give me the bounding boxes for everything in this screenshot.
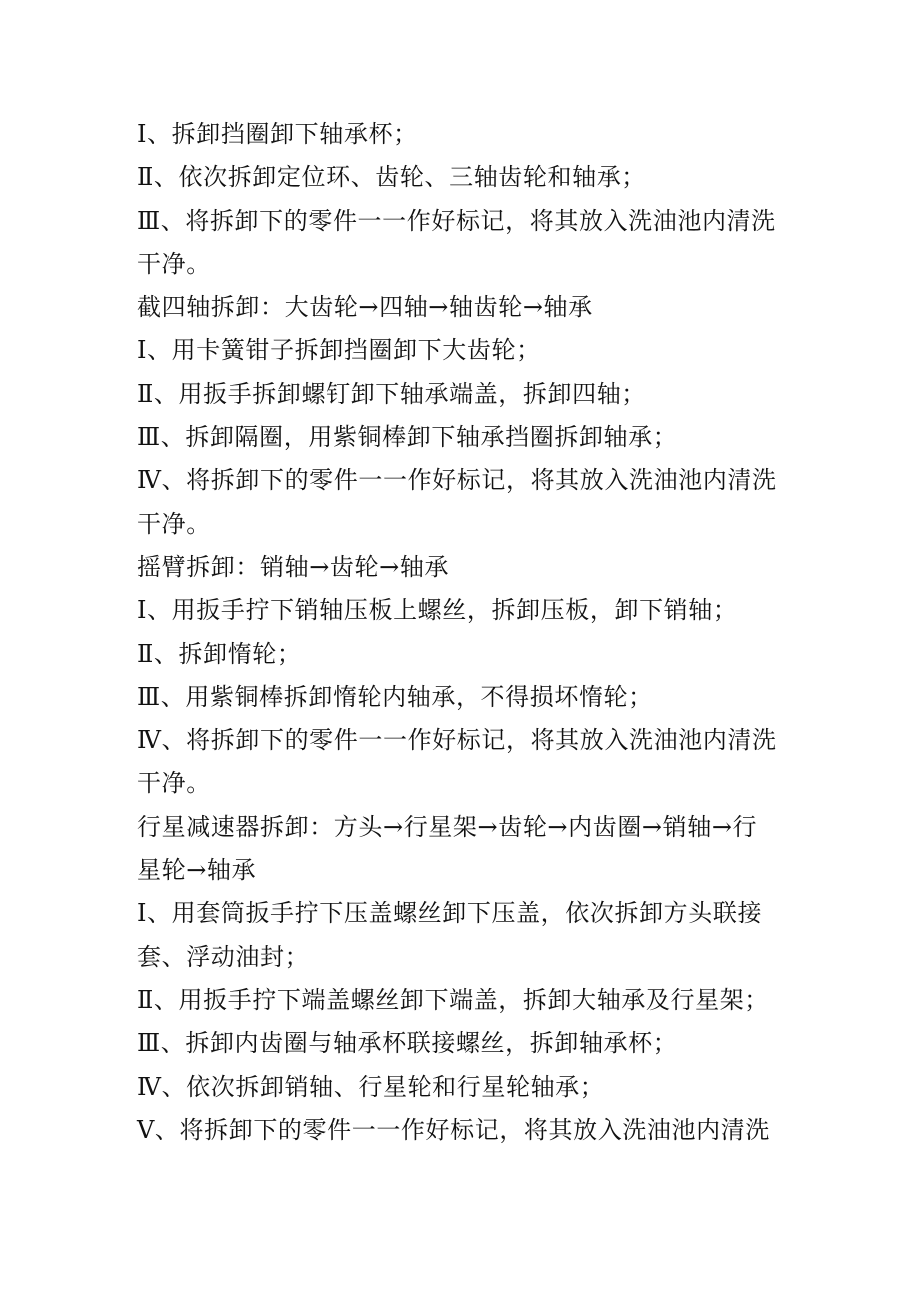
- text-line: Ⅰ、拆卸挡圈卸下轴承杯；: [137, 120, 418, 148]
- text-line: Ⅰ、用套筒扳手拧下压盖螺丝卸下压盖，依次拆卸方头联接: [137, 899, 763, 928]
- text-line: Ⅱ、用扳手拆卸螺钉卸下轴承端盖，拆卸四轴；: [137, 379, 646, 408]
- text-line: Ⅲ、将拆卸下的零件一一作好标记，将其放入洗油池内清洗: [137, 206, 776, 235]
- text-line: Ⅲ、拆卸内齿圈与轴承杯联接螺丝，拆卸轴承杯；: [137, 1029, 678, 1058]
- text-line: Ⅱ、拆卸惰轮；: [137, 639, 302, 668]
- text-line: 套、浮动油封；: [137, 942, 310, 971]
- text-line: Ⅴ、将拆卸下的零件一一作好标记，将其放入洗油池内清洗: [137, 1115, 770, 1144]
- section-heading: 截四轴拆卸：大齿轮→四轴→轴齿轮→轴承: [137, 293, 593, 322]
- text-line: Ⅲ、拆卸隔圈，用紫铜棒卸下轴承挡圈拆卸轴承；: [137, 423, 678, 452]
- text-line: Ⅲ、用紫铜棒拆卸惰轮内轴承，不得损坏惰轮；: [137, 682, 653, 711]
- section-heading-continued: 星轮→轴承: [137, 856, 257, 885]
- text-line: 干净。: [137, 769, 211, 798]
- document-body: [137, 113, 787, 1152]
- text-line: 干净。: [137, 509, 211, 538]
- text-line: Ⅳ、将拆卸下的零件一一作好标记，将其放入洗油池内清洗: [137, 726, 777, 755]
- section-heading: 行星减速器拆卸：方头→行星架→齿轮→内齿圈→销轴→行: [137, 812, 758, 841]
- text-line: 干净。: [137, 249, 211, 278]
- text-line: Ⅰ、用扳手拧下销轴压板上螺丝，拆卸压板，卸下销轴；: [137, 596, 738, 625]
- text-line: Ⅳ、依次拆卸销轴、行星轮和行星轮轴承；: [137, 1072, 605, 1101]
- text-line: Ⅱ、依次拆卸定位环、齿轮、三轴齿轮和轴承；: [137, 163, 646, 192]
- section-heading: 摇臂拆卸：销轴→齿轮→轴承: [137, 552, 450, 581]
- text-line: Ⅰ、用卡簧钳子拆卸挡圈卸下大齿轮；: [137, 336, 541, 365]
- text-line: Ⅳ、将拆卸下的零件一一作好标记，将其放入洗油池内清洗: [137, 466, 777, 495]
- text-line: Ⅱ、用扳手拧下端盖螺丝卸下端盖，拆卸大轴承及行星架；: [137, 985, 769, 1014]
